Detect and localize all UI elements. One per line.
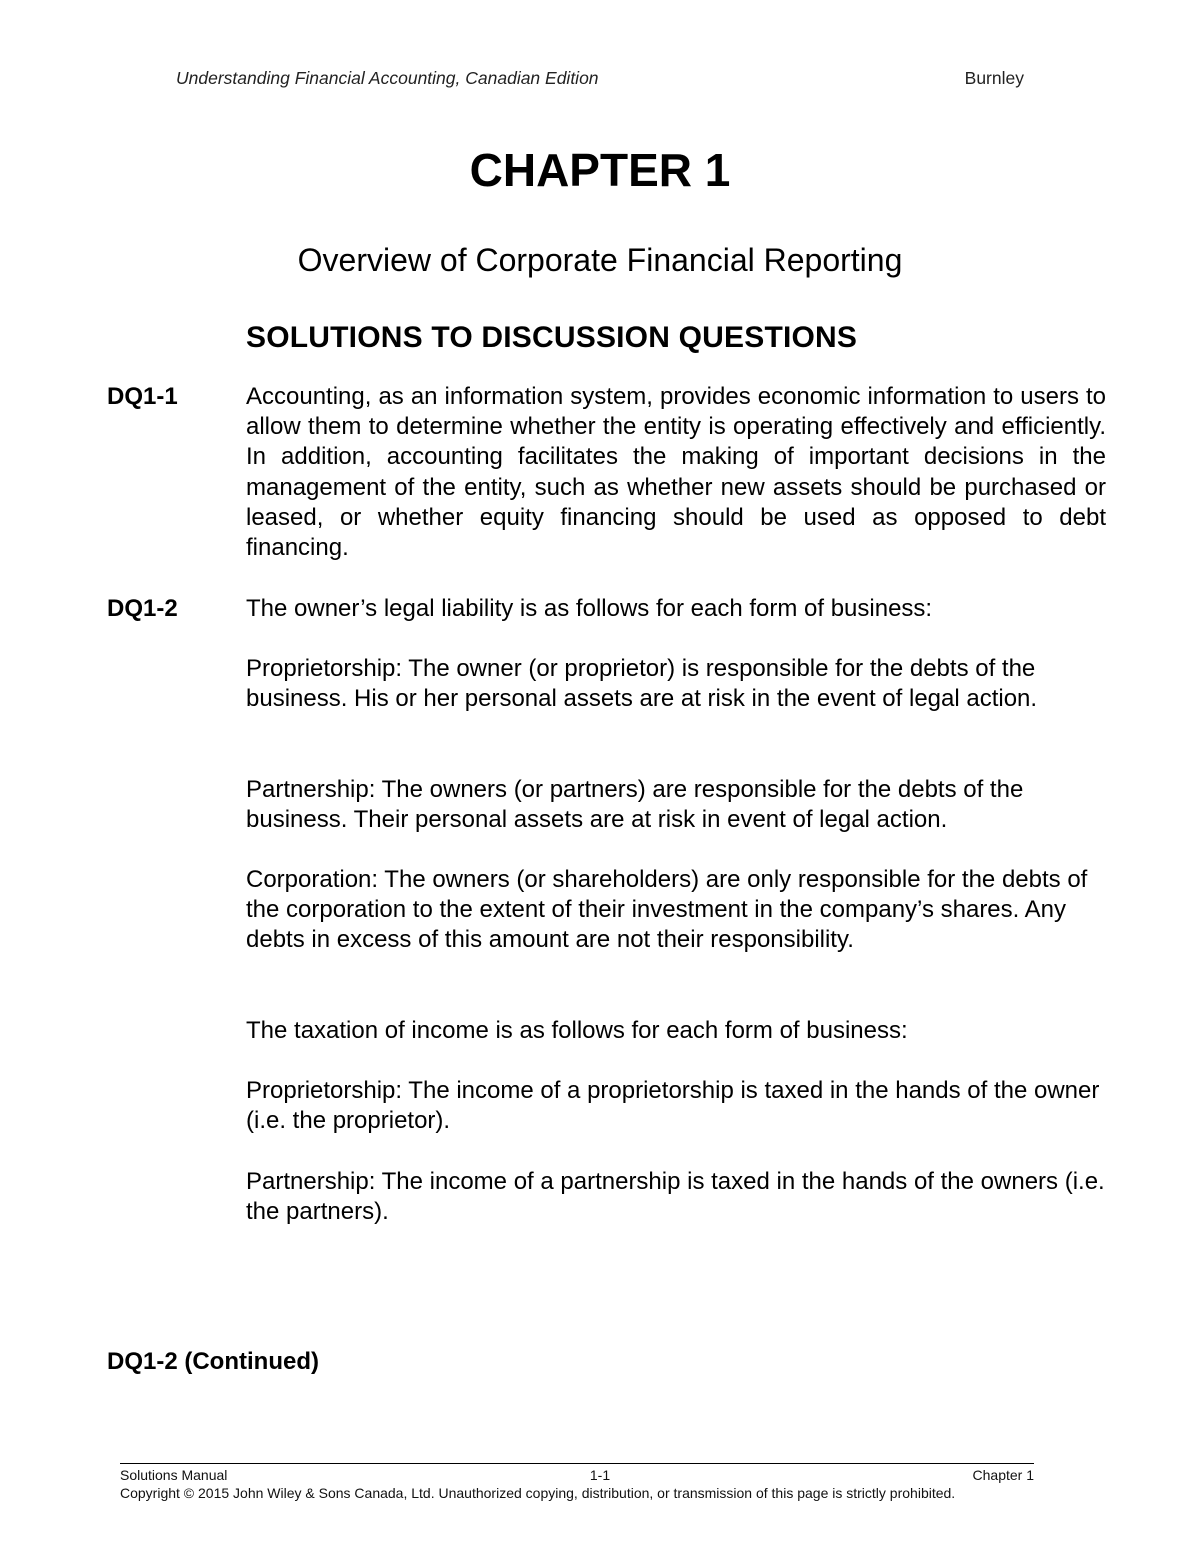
answer-paragraph: Partnership: The income of a partnership is taxed in the hands of the owners (i.e. the partners). [246,1168,1105,1226]
page-number: 1-1 [589,1467,611,1483]
chapter-subtitle: Overview of Corporate Financial Reporting [297,242,903,278]
footer-rule [120,1463,1034,1464]
footer-right: Chapter 1 [972,1467,1034,1483]
answer-paragraph: The taxation of income is as follows for each form of business: [246,1017,908,1044]
footer-left: Solutions Manual [120,1467,228,1483]
copyright-notice: Copyright © 2015 John Wiley & Sons Canada, Ltd. Unauthorized copying, distribution, or transmission of this page is strictly prohibited. [120,1485,956,1501]
answer-paragraph: Partnership: The owners (or partners) are responsible for the debts of the business. Their personal assets are at risk in event of legal action. [246,776,1024,834]
author-name: Burnley [964,68,1024,88]
answer-paragraph: Accounting, as an information system, provides economic information to users to allow them to determine whether the entity is operating effectively and efficiently. In addition, accounting facilitates the making of important decisions in the management of the entity, such as whether new assets should be purchased or leased, or whether equity financing should be used as opposed to debt financing. [246,383,1106,562]
answer-paragraph: Proprietorship: The owner (or proprietor) is responsible for the debts of the business. His or her personal assets are at risk in the event of legal action. [246,655,1038,713]
continued-label: DQ1-2 (Continued) [107,1348,319,1375]
answer-paragraph: Proprietorship: The income of a proprietorship is taxed in the hands of the owner (i.e. the proprietor). [246,1077,1100,1135]
chapter-title: CHAPTER 1 [469,144,731,196]
section-heading: SOLUTIONS TO DISCUSSION QUESTIONS [246,321,858,354]
book-title: Understanding Financial Accounting, Canadian Edition [176,68,599,88]
question-label-dq1-2: DQ1-2 [107,595,178,622]
answer-paragraph: The owner’s legal liability is as follows for each form of business: [246,595,933,622]
question-label-dq1-1: DQ1-1 [107,383,178,410]
answer-paragraph: Corporation: The owners (or shareholders) are only responsible for the debts of the corporation to the extent of their investment in the company’s shares. Any debts in excess of this amount are not their responsibility. [246,866,1088,954]
